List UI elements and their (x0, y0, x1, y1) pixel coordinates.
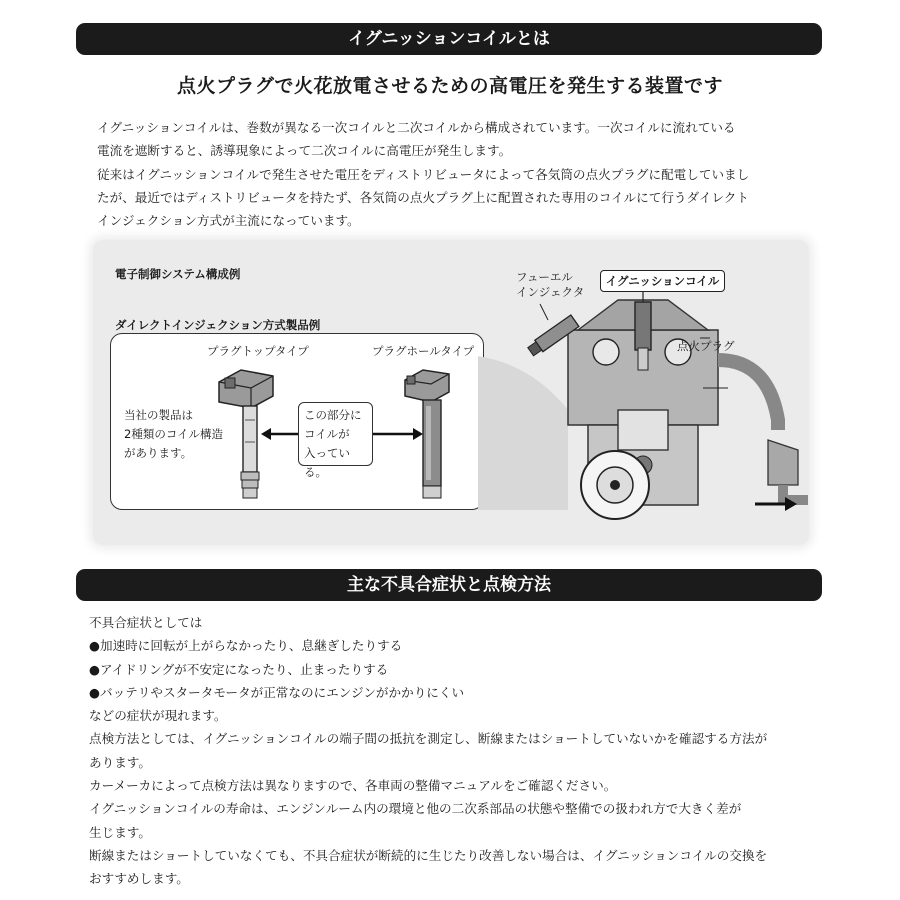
spark-plug-label: 点火プラグ (677, 339, 735, 353)
plug-hole-type-label: プラグホールタイプ (372, 344, 475, 358)
exhaust-arrow-icon (753, 494, 803, 514)
symptom-item: ●アイドリングが不安定になったり、止まったりする (89, 661, 389, 677)
body-line: などの症状が現れます。 (89, 708, 227, 724)
symptom-item: ●加速時に回転が上がらなかったり、息継ぎしたりする (89, 638, 403, 654)
fuel-injector-label (516, 270, 584, 300)
callout-line: この部分に (304, 408, 362, 422)
system-diagram-panel (93, 240, 809, 545)
body-line: あります。 (89, 754, 151, 770)
body-line: おすすめします。 (89, 871, 189, 887)
intro-paragraph (97, 116, 807, 232)
intro-line: 電流を遮断すると、誘導現象によって二次コイルに高電圧が発生します。 (97, 143, 512, 159)
body-line: 生じます。 (89, 824, 151, 840)
intro-line: インジェクション方式が主流になっています。 (97, 213, 360, 229)
fuel-injector-label-line: フューエル (516, 270, 573, 284)
body-line: カーメーカによって点検方法は異なりますので、各車両の整備マニュアルをご確認ください。 (89, 778, 617, 794)
body-line: 断線またはショートしていなくても、不具合症状が断続的に生じたり改善しない場合は、イグニッションコイルの交換を (89, 847, 768, 863)
callout-line: コイルが (304, 427, 350, 441)
intro-line: 従来はイグニッションコイルで発生させた電圧をディストリビュータによって各気筒の点火プラグに配電していまし (97, 166, 750, 182)
callout-line: 入っている。 (304, 446, 350, 479)
plug-top-type-label: プラグトップタイプ (207, 344, 309, 358)
intro-line: イグニッションコイルは、巻数が異なる一次コイルと二次コイルから構成されています。一次コイルに流れている (97, 120, 736, 135)
symptoms-inspection-text (89, 611, 814, 891)
body-line: イグニッションコイルの寿命は、エンジンルーム内の環境と他の二次系部品の状態や整備での扱われ方で大きく差が (89, 801, 742, 817)
product-example-title: ダイレクトインジェクション方式製品例 (115, 318, 321, 332)
engine-cutaway-image (478, 260, 808, 530)
product-example-box (110, 333, 484, 510)
section-header-ignition-coil: イグニッションコイルとは (76, 23, 822, 55)
section-subtitle: 点火プラグで火花放電させるための高電圧を発生する装置です (176, 75, 723, 97)
body-line: 点検方法としては、イグニッションコイルの端子間の抵抗を測定し、断線またはショートしていないかを確認する方法が (89, 731, 768, 747)
diagram-title: 電子制御システム構成例 (115, 267, 241, 281)
product-note-line: 当社の製品は (124, 408, 193, 422)
section-header-symptoms-inspection: 主な不具合症状と点検方法 (76, 569, 822, 601)
callout-arrows (111, 334, 483, 509)
fuel-injector-label-line: インジェクタ (516, 285, 585, 299)
intro-line: たが、最近ではディストリビュータを持たず、各気筒の点火プラグ上に配置された専用のコイルにて行うダイレクト (97, 189, 749, 205)
product-note-line: 2種類のコイル構造 (124, 427, 223, 441)
symptom-item: ●バッテリやスタータモータが正常なのにエンジンがかかりにくい (89, 684, 465, 700)
body-line: 不具合症状としては (89, 615, 203, 630)
ignition-coil-label: イグニッションコイル (600, 270, 725, 292)
product-note-line: があります。 (124, 446, 193, 460)
